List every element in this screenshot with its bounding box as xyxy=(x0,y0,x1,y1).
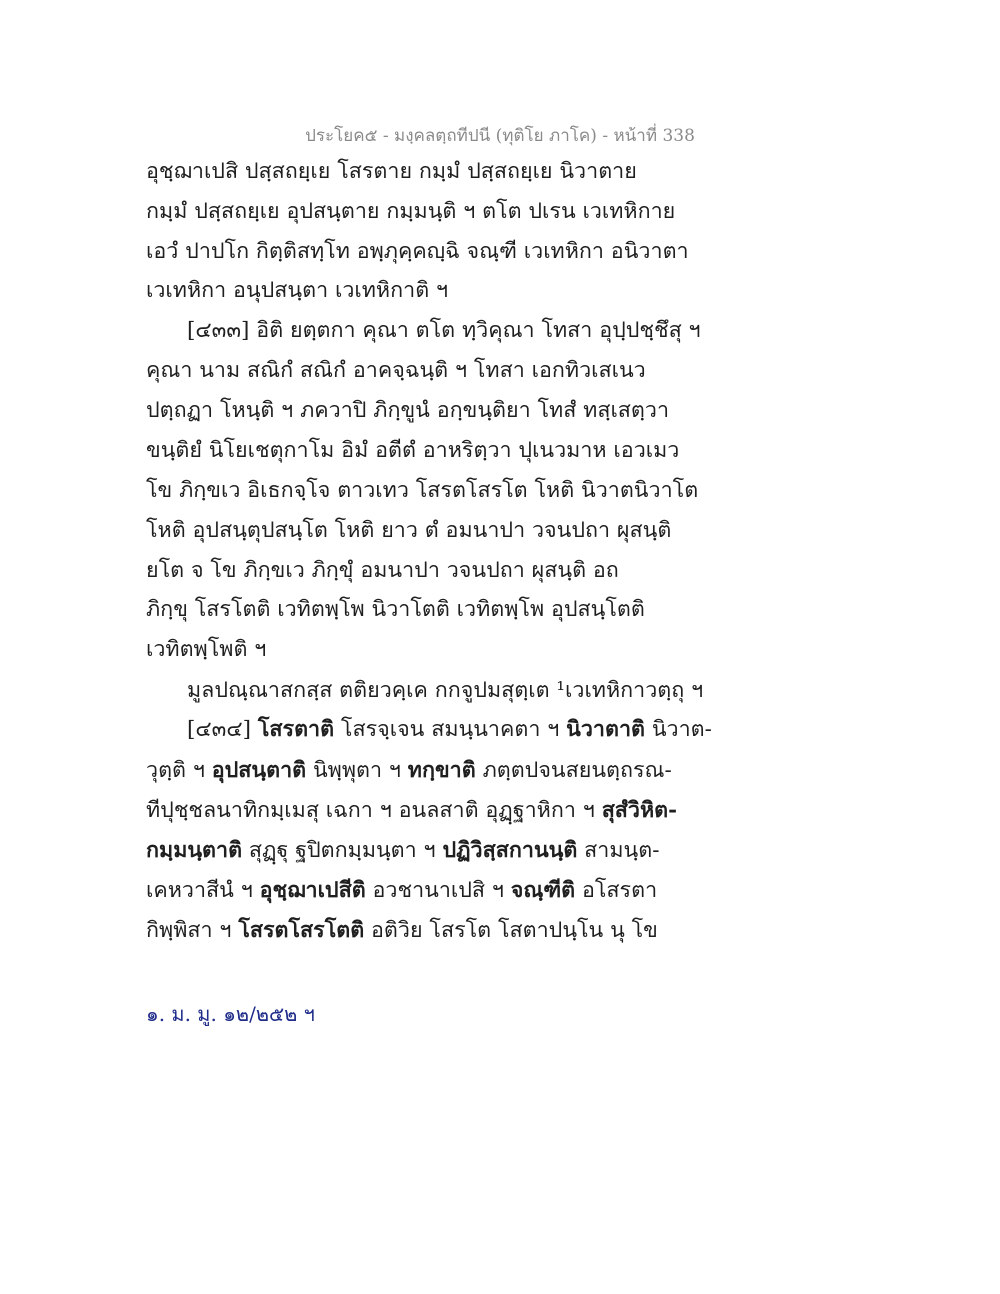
bold-term: กมฺมนฺตาติ xyxy=(146,838,243,863)
gloss-text: สุฏฺฐุ ฐปิตกมฺมนฺตา ฯ xyxy=(242,838,443,863)
bold-term: จณฺฑีติ xyxy=(510,878,576,903)
bold-term: โสรตาติ xyxy=(257,717,335,742)
body-line-8: ขนฺติยํ นิโยเชตุกาโม อิมํ อตีตํ อาหริตฺวา ปุเนวมาห เอวเมว xyxy=(146,438,680,463)
bold-term: สุสํวิหิต- xyxy=(601,798,678,823)
body-line-3: เอวํ ปาปโก กิตฺติสทฺโท อพฺภุคฺคญฺฉิ จณฺฑี เวเทหิกา อนิวาตา xyxy=(146,239,689,264)
body-line-9: โข ภิกฺขเว อิเธกจฺโจ ตาวเทว โสรตโสรโต โหติ นิวาตนิวาโต xyxy=(146,478,699,503)
bold-term: ทกฺขาติ xyxy=(407,758,476,783)
body-line-18 xyxy=(146,836,676,866)
body-line-20 xyxy=(146,916,676,946)
gloss-text: โสรจฺเจน สมนฺนาคตา ฯ xyxy=(334,717,567,742)
body-line-6: คุณา นาม สณิกํ สณิกํ อาคจฺฉนฺติ ฯ โทสา เอกทิวเสเนว xyxy=(146,358,646,383)
body-line-5: [๔๓๓] อิติ ยตฺตกา คุณา ตโต ทฺวิคุณา โทสา อุปฺปชฺชึสุ ฯ xyxy=(187,318,701,343)
gloss-text: ทีปุชฺชลนาทิกมฺเมสุ เฉกา ฯ อนลสาติ อุฏฺฐาหิกา ฯ xyxy=(146,798,602,823)
gloss-text: กิพฺพิสา ฯ xyxy=(146,918,239,943)
bold-term: โสรตโสรโตติ xyxy=(238,918,365,943)
body-line-10: โหติ อุปสนฺตุปสนฺโต โหติ ยาว ตํ อมนาปา วจนปถา ผุสนฺติ xyxy=(146,518,672,543)
gloss-text: อวชานาเปสิ ฯ xyxy=(365,878,511,903)
page-header-text: ประโยค๕ - มงฺคลตฺถทีปนี (ทุติโย ภาโค) - หน้าที่ 338 xyxy=(305,126,695,146)
body-line-12: ภิกฺขุ โสรโตติ เวทิตพฺโพ นิวาโตติ เวทิตพฺโพ อุปสนฺโตติ xyxy=(146,597,645,622)
body-line-11: ยโต จ โข ภิกฺขเว ภิกฺขุํ อมนาปา วจนปถา ผุสนฺติ อถ xyxy=(146,558,619,583)
gloss-text: วุตฺติ ฯ xyxy=(146,758,212,783)
page-header xyxy=(0,122,1000,149)
body-line-15 xyxy=(187,715,712,745)
body-line-16 xyxy=(146,756,676,786)
gloss-text: ภตฺตปจนสยนตฺถรณ- xyxy=(475,758,672,783)
gloss-text: นิพฺพุตา ฯ xyxy=(306,758,408,783)
body-line-17 xyxy=(146,796,676,826)
bold-term: อุปสนฺตาติ xyxy=(211,758,307,783)
paragraph-number: [๔๓๔] xyxy=(187,717,258,742)
bold-term: อุชฺฌาเปสีติ xyxy=(259,878,366,903)
gloss-text: สามนฺต- xyxy=(577,838,660,863)
body-line-2: กมฺมํ ปสฺสถยฺเย อุปสนฺตาย กมฺมนฺติ ฯ ตโต ปเรน เวเทหิกาย xyxy=(146,199,676,224)
gloss-text: นิวาต- xyxy=(644,717,712,742)
body-line-7: ปตฺถฏา โหนฺติ ฯ ภควาปิ ภิกฺขูนํ อกฺขนฺติยา โทสํ ทสฺเสตฺวา xyxy=(146,398,670,423)
gloss-text: อติวิย โสรโต โสตาปนฺโน นุ โข xyxy=(364,918,658,943)
gloss-text: อโสรตา xyxy=(575,878,658,903)
body-line-1: อุชฺฌาเปสิ ปสฺสถยฺเย โสรตาย กมฺมํ ปสฺสถยฺเย นิวาตาย xyxy=(146,159,637,184)
footnote: ๑. ม. มู. ๑๒/๒๕๒ ฯ xyxy=(146,1002,315,1026)
bold-term: ปฏิวิสฺสกานนฺติ xyxy=(442,838,578,863)
body-line-4: เวเทหิกา อนุปสนฺตา เวเทหิกาติ ฯ xyxy=(146,278,449,303)
body-line-19 xyxy=(146,876,676,906)
body-line-14: มูลปณฺณาสกสฺส ตติยวคฺเค กกจูปมสุตฺเต ¹เวเทหิกาวตฺถุ ฯ xyxy=(187,678,704,703)
body-line-13: เวทิตพฺโพติ ฯ xyxy=(146,637,267,662)
bold-term: นิวาตาติ xyxy=(566,717,645,742)
gloss-text: เคหวาสีนํ ฯ xyxy=(146,878,260,903)
